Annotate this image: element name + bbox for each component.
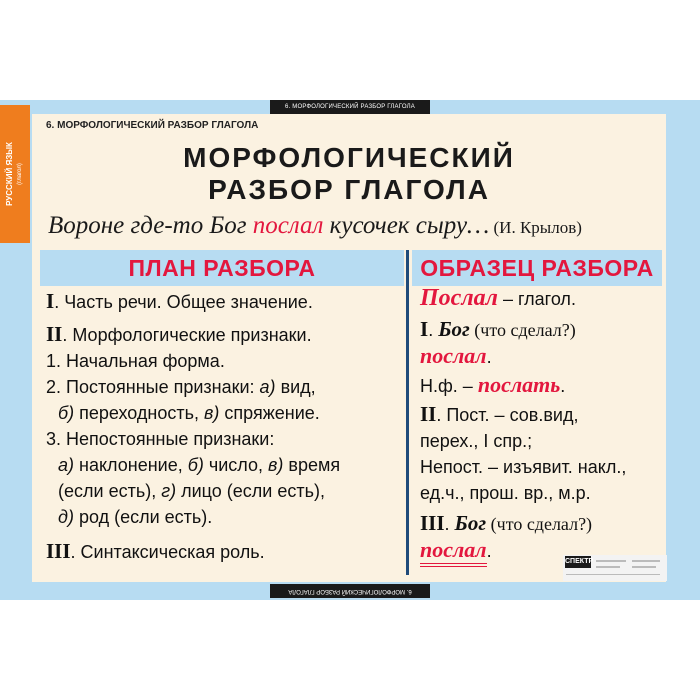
quote-before: Вороне где-то Бог xyxy=(48,212,253,239)
sample-subject: Бог xyxy=(454,511,487,535)
sample-line-8 xyxy=(420,480,670,506)
sample-line-4 xyxy=(420,372,670,399)
plan-text: (если есть), xyxy=(58,481,162,501)
sample-line-3 xyxy=(420,343,670,370)
sample-text: . xyxy=(560,376,566,396)
example-quote xyxy=(48,212,668,240)
sample-text: . Пост. – сов.вид, xyxy=(436,405,579,425)
plan-column-header: ПЛАН РАЗБОРА xyxy=(40,250,404,286)
subject-label: РУССКИЙ ЯЗЫК xyxy=(5,142,14,206)
plan-item-2-3-cont2 xyxy=(46,478,406,504)
sample-list xyxy=(420,285,670,564)
fine-print-line xyxy=(632,560,660,562)
plan-text: . Синтаксическая роль. xyxy=(70,542,265,562)
sample-text: перех., I спр.; xyxy=(420,431,533,451)
roman-numeral: II xyxy=(420,402,437,426)
plan-text: . Часть речи. Общее значение. xyxy=(54,292,313,312)
plan-text: лицо (если есть), xyxy=(176,481,325,501)
column-divider xyxy=(406,250,409,575)
plan-text: 1. Начальная форма. xyxy=(46,351,225,371)
plan-text: . Морфологические признаки. xyxy=(62,325,312,345)
page-title xyxy=(32,142,666,206)
reference-label: 6. МОРФОЛОГИЧЕСКИЙ РАЗБОР ГЛАГОЛА xyxy=(46,120,259,131)
sample-line-9: III. Бог (что сделал?) xyxy=(420,511,593,535)
sample-infinitive: послать xyxy=(477,372,561,397)
plan-text: наклонение, xyxy=(74,455,188,475)
fine-print-line xyxy=(596,566,620,568)
plan-item-2-2-cont xyxy=(46,400,406,426)
roman-numeral: II xyxy=(46,322,63,346)
sample-line-2: I. Бог (что сделал?) xyxy=(420,317,576,341)
sample-line-6 xyxy=(420,428,670,454)
plan-item-2-1 xyxy=(46,348,406,374)
subject-side-tab xyxy=(0,105,30,243)
plan-text: число, xyxy=(203,455,269,475)
plan-text: вид, xyxy=(275,377,316,397)
roman-numeral: I xyxy=(46,289,55,313)
quote-after: кусочек сыру… xyxy=(323,212,490,239)
plan-text: спряжение. xyxy=(219,403,320,423)
plan-text: 3. Непостоянные признаки: xyxy=(46,429,275,449)
sample-column-header: ОБРАЗЕЦ РАЗБОРА xyxy=(412,250,662,286)
sample-predicate: послал xyxy=(420,537,487,567)
footer-tab: 6. МОРФОЛОГИЧЕСКИЙ РАЗБОР ГЛАГОЛА xyxy=(270,584,430,598)
roman-numeral: III xyxy=(46,539,71,563)
plan-item-2-3-cont3 xyxy=(46,504,406,530)
sample-text: ед.ч., прош. вр., м.р. xyxy=(420,483,591,503)
sample-verb: послал xyxy=(420,343,487,368)
plan-item-2-3-cont xyxy=(46,452,406,478)
sample-text: . xyxy=(486,347,492,367)
plan-item-2 xyxy=(46,321,406,348)
plan-item-2-3 xyxy=(46,426,406,452)
letter-marker: б) xyxy=(187,455,204,475)
sample-text: Непост. – изъявит. накл., xyxy=(420,457,627,477)
plan-item-3 xyxy=(46,538,406,565)
topic-label: (глагол) xyxy=(17,163,23,185)
plan-list xyxy=(46,288,406,565)
fine-print-line xyxy=(566,574,660,575)
quote-author: (И. Крылов) xyxy=(489,218,582,237)
roman-numeral: I xyxy=(420,317,429,341)
letter-marker: в) xyxy=(268,455,284,475)
plan-text: время xyxy=(283,455,341,475)
fine-print-line xyxy=(632,566,656,568)
sample-text: . xyxy=(486,541,492,561)
letter-marker: д) xyxy=(58,507,74,527)
letter-marker: в) xyxy=(204,403,220,423)
sample-question: (что сделал?) xyxy=(486,514,593,534)
sample-verb: Послал xyxy=(420,285,498,311)
sample-text: Н.ф. – xyxy=(420,376,478,396)
sample-subject: Бог xyxy=(438,317,470,341)
plan-text: род (если есть). xyxy=(73,507,213,527)
plan-item-2-2 xyxy=(46,374,406,400)
plan-text: 2. Постоянные признаки: xyxy=(46,377,260,397)
sample-text: – глагол. xyxy=(497,289,576,309)
title-line-2: РАЗБОР ГЛАГОЛА xyxy=(208,174,490,205)
header-tab: 6. МОРФОЛОГИЧЕСКИЙ РАЗБОР ГЛАГОЛА xyxy=(270,100,430,114)
quote-verb: послал xyxy=(252,212,324,239)
fine-print-line xyxy=(596,560,626,562)
roman-numeral: III xyxy=(420,511,445,535)
letter-marker: а) xyxy=(58,455,75,475)
letter-marker: г) xyxy=(161,481,177,501)
plan-item-1 xyxy=(46,288,406,315)
sample-line-5 xyxy=(420,401,670,428)
letter-marker: б) xyxy=(58,403,75,423)
letter-marker: а) xyxy=(259,377,276,397)
sample-line-1 xyxy=(420,285,670,312)
sample-question: (что сделал?) xyxy=(469,320,576,340)
plan-text: переходность, xyxy=(74,403,205,423)
title-line-1: МОРФОЛОГИЧЕСКИЙ xyxy=(183,142,515,173)
sample-line-7 xyxy=(420,454,670,480)
publisher-logo: СПЕКТР xyxy=(565,556,591,568)
